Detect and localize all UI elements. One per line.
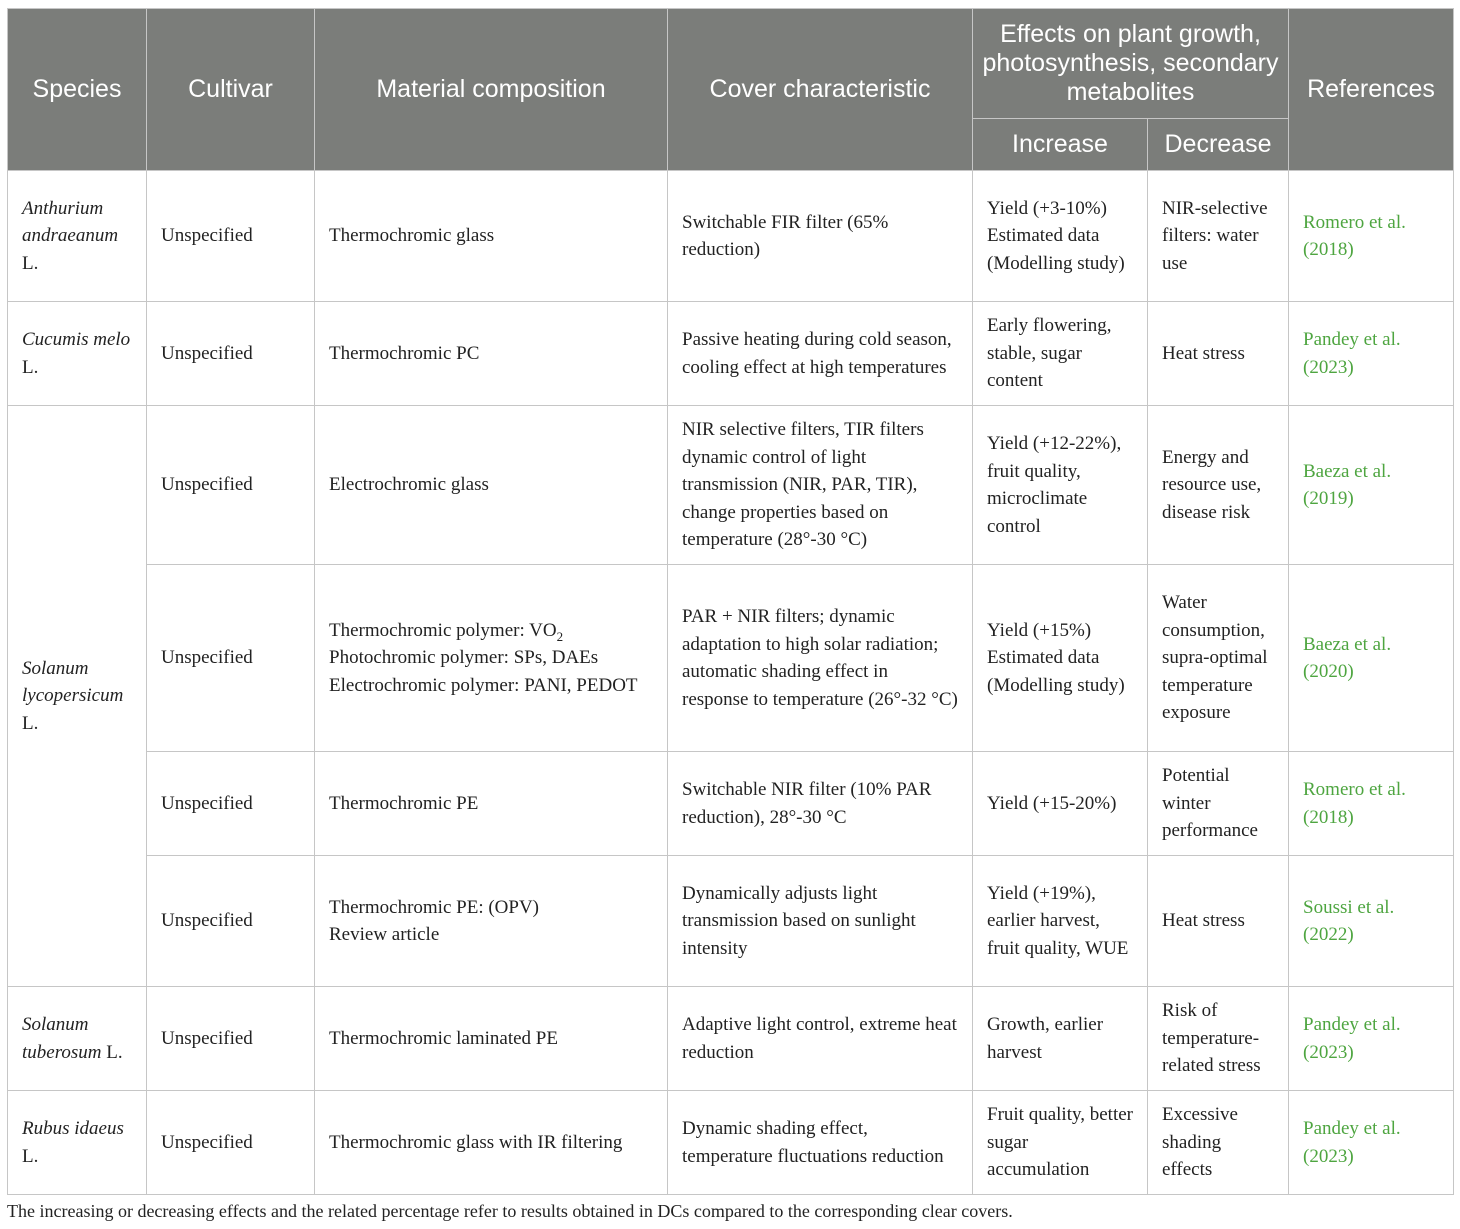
- table-row: [8, 987, 1454, 1091]
- species-cell: Solanum tuberosum L.: [8, 987, 147, 1091]
- material-line: Thermochromic polymer: $VO_2$: [329, 619, 564, 644]
- material-cell: Thermochromic laminated PE: [315, 987, 668, 1091]
- increase-cell: Yield (+15-20%): [973, 752, 1148, 856]
- table-row: [8, 171, 1454, 302]
- table-row: [8, 302, 1454, 406]
- material-cell: [315, 565, 668, 752]
- decrease-cell: NIR-selective filters: water use: [1148, 171, 1289, 302]
- table-row: [8, 856, 1454, 987]
- increase-cell: Growth, earlier harvest: [973, 987, 1148, 1091]
- increase-cell: Yield (+15%) Estimated data (Modelling study): [973, 565, 1148, 752]
- material-line: Review article: [329, 924, 440, 945]
- header-row: [8, 9, 1454, 119]
- reference-link[interactable]: Pandey et al. (2023): [1289, 1091, 1454, 1195]
- decrease-cell: Heat stress: [1148, 856, 1289, 987]
- cover-cell: Dynamic shading effect, temperature fluctuations reduction: [668, 1091, 973, 1195]
- decrease-cell: Potential winter performance: [1148, 752, 1289, 856]
- cultivar-cell: Unspecified: [147, 1091, 315, 1195]
- material-cell: Electrochromic glass: [315, 406, 668, 565]
- header-cover: Cover characteristic: [668, 9, 973, 171]
- cultivar-cell: Unspecified: [147, 171, 315, 302]
- cover-cell: PAR + NIR filters; dynamic adaptation to high solar radiation; automatic shading effect in response to temperature (26°-32 °C): [668, 565, 973, 752]
- cultivar-cell: Unspecified: [147, 302, 315, 406]
- cover-cell: Switchable NIR filter (10% PAR reduction), 28°-30 °C: [668, 752, 973, 856]
- header-species: Species: [8, 9, 147, 171]
- decrease-cell: Excessive shading effects: [1148, 1091, 1289, 1195]
- cover-cell: NIR selective filters, TIR filters dynamic control of light transmission (NIR, PAR, TIR), change properties based on temperature (28°-30 °C): [668, 406, 973, 565]
- header-references: References: [1289, 9, 1454, 171]
- material-cell: Thermochromic PE: [315, 752, 668, 856]
- material-line: Electrochromic polymer: PANI, PEDOT: [329, 674, 638, 696]
- cultivar-cell: Unspecified: [147, 856, 315, 987]
- cultivar-cell: Unspecified: [147, 987, 315, 1091]
- species-cell: Anthurium andraeanum L.: [8, 171, 147, 302]
- table-row: [8, 406, 1454, 565]
- decrease-cell: Water consumption, supra-optimal temperature exposure: [1148, 565, 1289, 752]
- reference-link[interactable]: Romero et al. (2018): [1289, 171, 1454, 302]
- table-footnote: The increasing or decreasing effects and the related percentage refer to results obtained in DCs compared to the corresponding clear covers.: [7, 1201, 1013, 1221]
- cultivar-cell: Unspecified: [147, 565, 315, 752]
- header-effects: Effects on plant growth, photosynthesis, secondary metabolites: [973, 9, 1289, 119]
- cover-cell: Adaptive light control, extreme heat reduction: [668, 987, 973, 1091]
- header-material: Material composition: [315, 9, 668, 171]
- reference-link[interactable]: Baeza et al. (2020): [1289, 565, 1454, 752]
- species-cell: Cucumis melo L.: [8, 302, 147, 406]
- table-row: [8, 752, 1454, 856]
- material-cell: Thermochromic glass: [315, 171, 668, 302]
- material-cell: Thermochromic PC: [315, 302, 668, 406]
- increase-cell: Early flowering, stable, sugar content: [973, 302, 1148, 406]
- increase-cell: Yield (+19%), earlier harvest, fruit quality, WUE: [973, 856, 1148, 987]
- species-cell: Rubus idaeus L.: [8, 1091, 147, 1195]
- cover-cell: Switchable FIR filter (65% reduction): [668, 171, 973, 302]
- reference-link[interactable]: Romero et al. (2018): [1289, 752, 1454, 856]
- cover-cell: Passive heating during cold season, cooling effect at high temperatures: [668, 302, 973, 406]
- cover-cell: Dynamically adjusts light transmission based on sunlight intensity: [668, 856, 973, 987]
- reference-link[interactable]: Soussi et al. (2022): [1289, 856, 1454, 987]
- decrease-cell: Heat stress: [1148, 302, 1289, 406]
- table-row: [8, 1091, 1454, 1195]
- species-cell: Solanum lycopersicum L.: [8, 406, 147, 987]
- increase-cell: Fruit quality, better sugar accumulation: [973, 1091, 1148, 1195]
- increase-cell: Yield (+12-22%), fruit quality, microclimate control: [973, 406, 1148, 565]
- header-decrease: Decrease: [1148, 119, 1289, 171]
- cultivar-cell: Unspecified: [147, 406, 315, 565]
- reference-link[interactable]: Baeza et al. (2019): [1289, 406, 1454, 565]
- data-table: [7, 8, 1454, 1195]
- material-line: Thermochromic PE: (OPV): [329, 896, 540, 918]
- material-line: Photochromic polymer: SPs, DAEs: [329, 647, 599, 669]
- decrease-cell: Risk of temperature-related stress: [1148, 987, 1289, 1091]
- header-increase: Increase: [973, 119, 1148, 171]
- material-cell: Thermochromic glass with IR filtering: [315, 1091, 668, 1195]
- decrease-cell: Energy and resource use, disease risk: [1148, 406, 1289, 565]
- cultivar-cell: Unspecified: [147, 752, 315, 856]
- increase-cell: Yield (+3-10%) Estimated data (Modelling study): [973, 171, 1148, 302]
- header-cultivar: Cultivar: [147, 9, 315, 171]
- material-cell: [315, 856, 668, 987]
- reference-link[interactable]: Pandey et al. (2023): [1289, 987, 1454, 1091]
- reference-link[interactable]: Pandey et al. (2023): [1289, 302, 1454, 406]
- table-row: [8, 565, 1454, 752]
